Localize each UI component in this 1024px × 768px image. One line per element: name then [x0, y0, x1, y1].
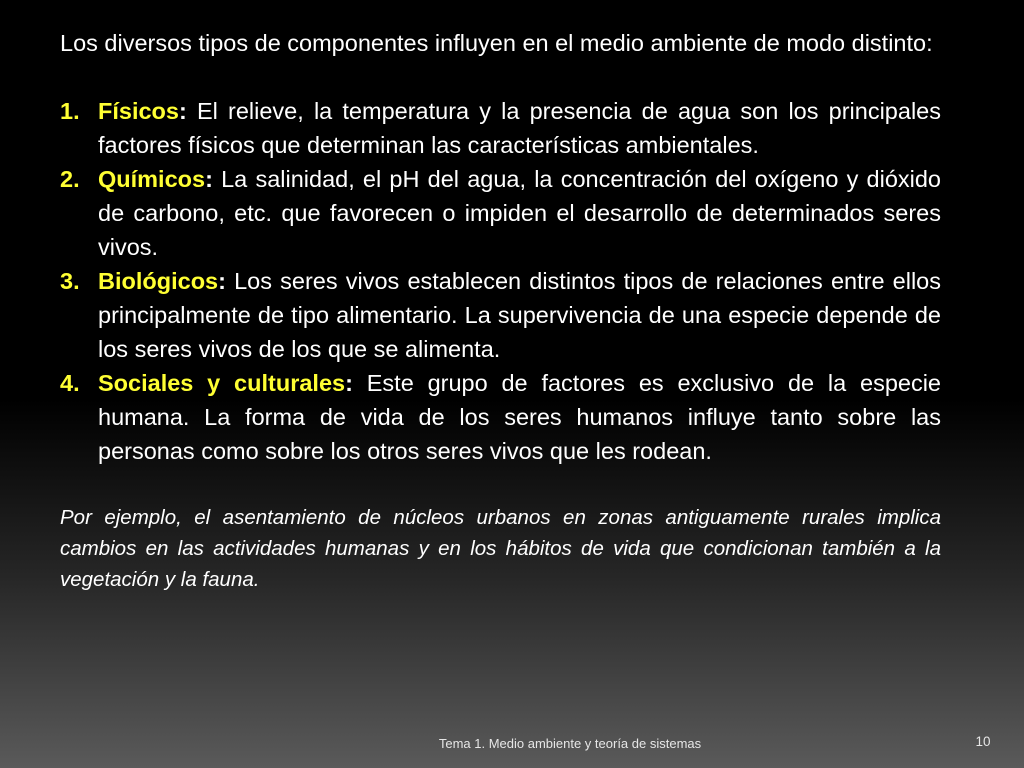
factor-term: Sociales y culturales	[98, 370, 346, 396]
factor-term: Químicos	[98, 166, 206, 192]
factor-description: Los seres vivos establecen distintos tipos de relaciones entre ellos principalmente de tipo alimentario. La supervivencia de una especie depende de los seres vivos de los que se alimenta.	[98, 268, 941, 362]
list-number: 1.	[60, 98, 80, 124]
factor-term: Físicos	[98, 98, 179, 124]
slide-content	[60, 26, 941, 595]
factor-colon: :	[345, 370, 353, 396]
list-item-sociales	[60, 366, 941, 468]
factor-description: La salinidad, el pH del agua, la concentración del oxígeno y dióxido de carbono, etc. que favorecen o impiden el desarrollo de determinados seres vivos.	[98, 166, 941, 260]
list-item-quimicos	[60, 162, 941, 264]
intro-paragraph: Los diversos tipos de componentes influyen en el medio ambiente de modo distinto:	[60, 30, 933, 56]
slide-number: 10	[975, 734, 991, 749]
factor-colon: :	[178, 98, 187, 124]
list-number: 3.	[60, 268, 80, 294]
factor-term: Biológicos	[98, 268, 219, 294]
list-number: 2.	[60, 166, 80, 192]
factor-colon: :	[205, 166, 213, 192]
factor-description: El relieve, la temperatura y la presencia de agua son los principales factores físicos que determinan las características ambientales.	[98, 98, 941, 158]
list-item-biologicos	[60, 264, 941, 366]
footer-title: Tema 1. Medio ambiente y teoría de sistemas	[438, 736, 702, 751]
factors-list	[60, 94, 941, 468]
list-number: 4.	[60, 370, 80, 396]
factor-description: Este grupo de factores es exclusivo de la especie humana. La forma de vida de los seres humanos influye tanto sobre las personas como sobre los otros seres vivos que les rodean.	[98, 370, 941, 464]
factor-colon: :	[218, 268, 226, 294]
example-paragraph: Por ejemplo, el asentamiento de núcleos urbanos en zonas antiguamente rurales implica cambios en las actividades humanas y en los hábitos de vida que condicionan también a la vegetación y la fauna.	[60, 506, 941, 591]
list-item-fisicos	[60, 94, 941, 162]
